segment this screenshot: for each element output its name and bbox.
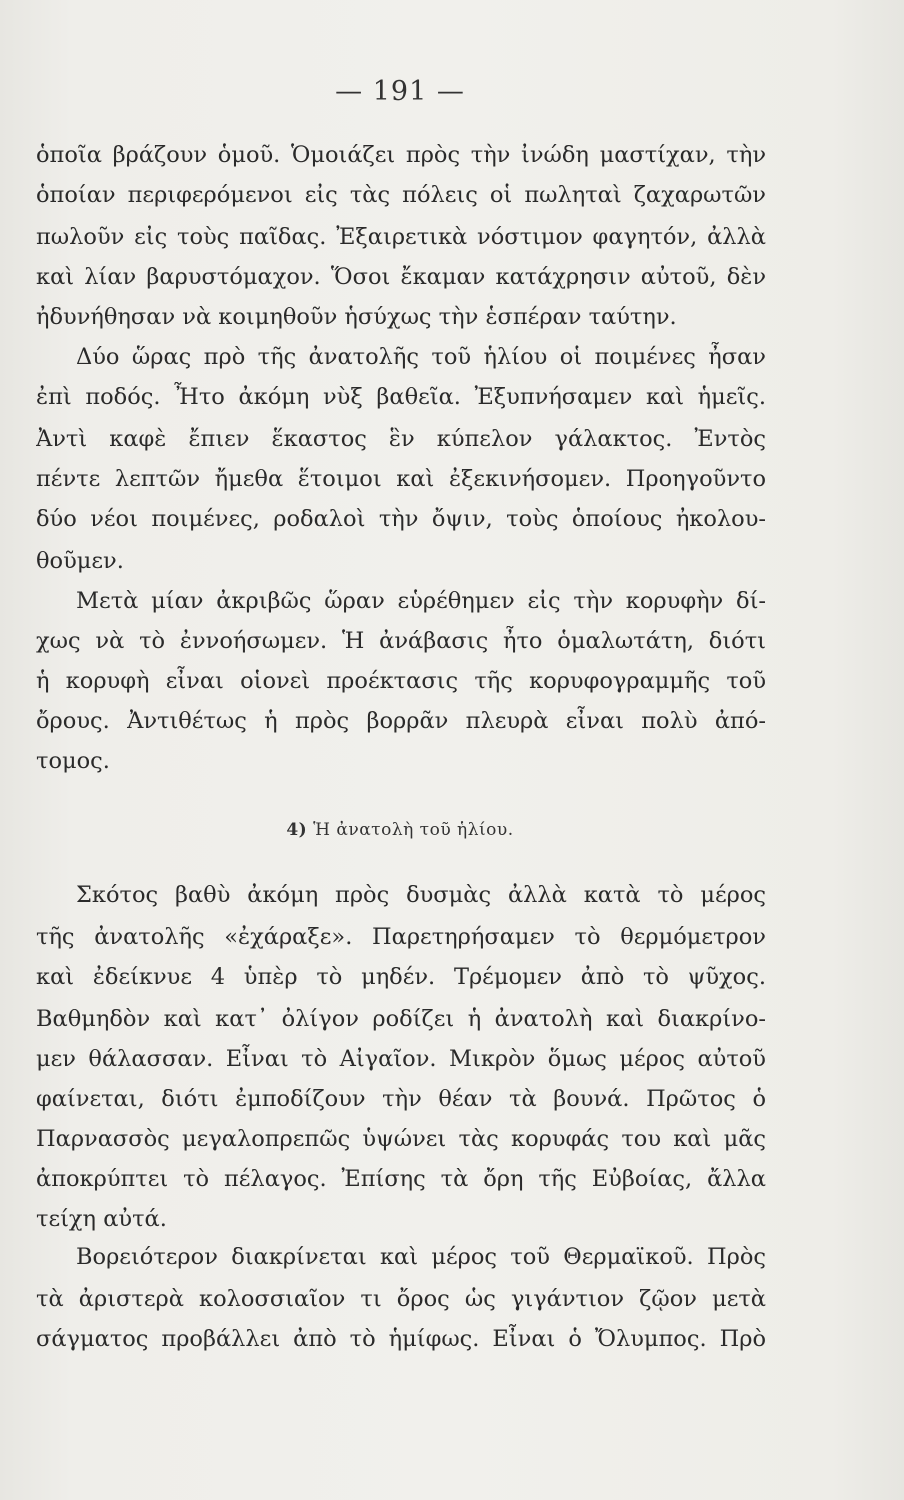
text-line: ὁποίαν περιφερόμενοι εἰς τὰς πόλεις οἱ πωληταὶ ζαχαρωτῶν xyxy=(36,182,766,208)
text-line: μεν θάλασσαν. Εἶναι τὸ Αἰγαῖον. Μικρὸν ὅμως μέρος αὐτοῦ xyxy=(36,1046,766,1072)
section-heading xyxy=(0,820,800,840)
text-line: ὁποῖα βράζουν ὁμοῦ. Ὁμοιάζει πρὸς τὴν ἰνώδη μαστίχαν, τὴν xyxy=(36,142,766,168)
text-line: δύο νέοι ποιμένες, ροδαλοὶ τὴν ὄψιν, τοὺς ὁποίους ἠκολου- xyxy=(36,506,766,532)
text-line: καὶ ἐδείκνυε 4 ὑπὲρ τὸ μηδέν. Τρέμομεν ἀπὸ τὸ ψῦχος. xyxy=(36,964,766,990)
page-number-header: — 191 — xyxy=(335,76,465,107)
text-line: τῆς ἀνατολῆς «ἐχάραξε». Παρετηρήσαμεν τὸ θερμόμετρον xyxy=(36,924,766,950)
text-line: Μετὰ μίαν ἀκριβῶς ὥραν εὑρέθημεν εἰς τὴν κορυφὴν δί- xyxy=(76,588,766,614)
text-line: ἐπὶ ποδός. Ἦτο ἀκόμη νὺξ βαθεῖα. Ἐξυπνήσαμεν καὶ ἡμεῖς. xyxy=(36,384,766,410)
text-line: ἠδυνήθησαν νὰ κοιμηθοῦν ἡσύχως τὴν ἑσπέραν ταύτην. xyxy=(36,304,677,330)
text-line: θοῦμεν. xyxy=(36,548,124,574)
text-line: τομος. xyxy=(36,748,110,774)
text-line: Βαθμηδὸν καὶ κατ᾽ ὀλίγον ροδίζει ἡ ἀνατολὴ καὶ διακρίνο- xyxy=(36,1006,766,1032)
text-line: Σκότος βαθὺ ἀκόμη πρὸς δυσμὰς ἀλλὰ κατὰ τὸ μέρος xyxy=(76,882,766,908)
text-line: πέντε λεπτῶν ἤμεθα ἕτοιμοι καὶ ἐξεκινήσομεν. Προηγοῦντο xyxy=(36,466,766,492)
text-line: ἡ κορυφὴ εἶναι οἱονεὶ προέκτασις τῆς κορυφογραμμῆς τοῦ xyxy=(36,668,766,694)
text-line: καὶ λίαν βαρυστόμαχον. Ὅσοι ἔκαμαν κατάχρησιν αὐτοῦ, δὲν xyxy=(36,264,766,290)
text-line: χως νὰ τὸ ἐννοήσωμεν. Ἡ ἀνάβασις ἦτο ὁμαλωτάτη, διότι xyxy=(36,628,766,654)
section-title: Ἡ ἀνατολὴ τοῦ ἡλίου. xyxy=(313,820,514,840)
text-line: φαίνεται, διότι ἐμποδίζουν τὴν θέαν τὰ βουνά. Πρῶτος ὁ xyxy=(36,1086,766,1112)
text-line: ἀποκρύπτει τὸ πέλαγος. Ἐπίσης τὰ ὄρη τῆς Εὐβοίας, ἄλλα xyxy=(36,1166,766,1192)
text-line: τείχη αὐτά. xyxy=(36,1206,167,1232)
text-line: ὄρους. Ἀντιθέτως ἡ πρὸς βορρᾶν πλευρὰ εἶναι πολὺ ἀπό- xyxy=(36,708,766,734)
text-line: Ἀντὶ καφὲ ἔπιεν ἕκαστος ἓν κύπελον γάλακτος. Ἐντὸς xyxy=(36,426,766,452)
text-line: σάγματος προβάλλει ἀπὸ τὸ ἡμίφως. Εἶναι ὁ Ὄλυμπος. Πρὸ xyxy=(36,1326,766,1352)
section-number: 4) xyxy=(286,820,308,840)
text-line: τὰ ἀριστερὰ κολοσσιαῖον τι ὄρος ὡς γιγάντιον ζῷον μετὰ xyxy=(36,1286,766,1312)
text-line: Δύο ὥρας πρὸ τῆς ἀνατολῆς τοῦ ἡλίου οἱ ποιμένες ἦσαν xyxy=(76,344,766,370)
text-line: Παρνασσὸς μεγαλοπρεπῶς ὑψώνει τὰς κορυφάς του καὶ μᾶς xyxy=(36,1126,766,1152)
text-line: πωλοῦν εἰς τοὺς παῖδας. Ἐξαιρετικὰ νόστιμον φαγητόν, ἀλλὰ xyxy=(36,224,766,250)
text-line: Βορειότερον διακρίνεται καὶ μέρος τοῦ Θερμαϊκοῦ. Πρὸς xyxy=(76,1244,766,1270)
